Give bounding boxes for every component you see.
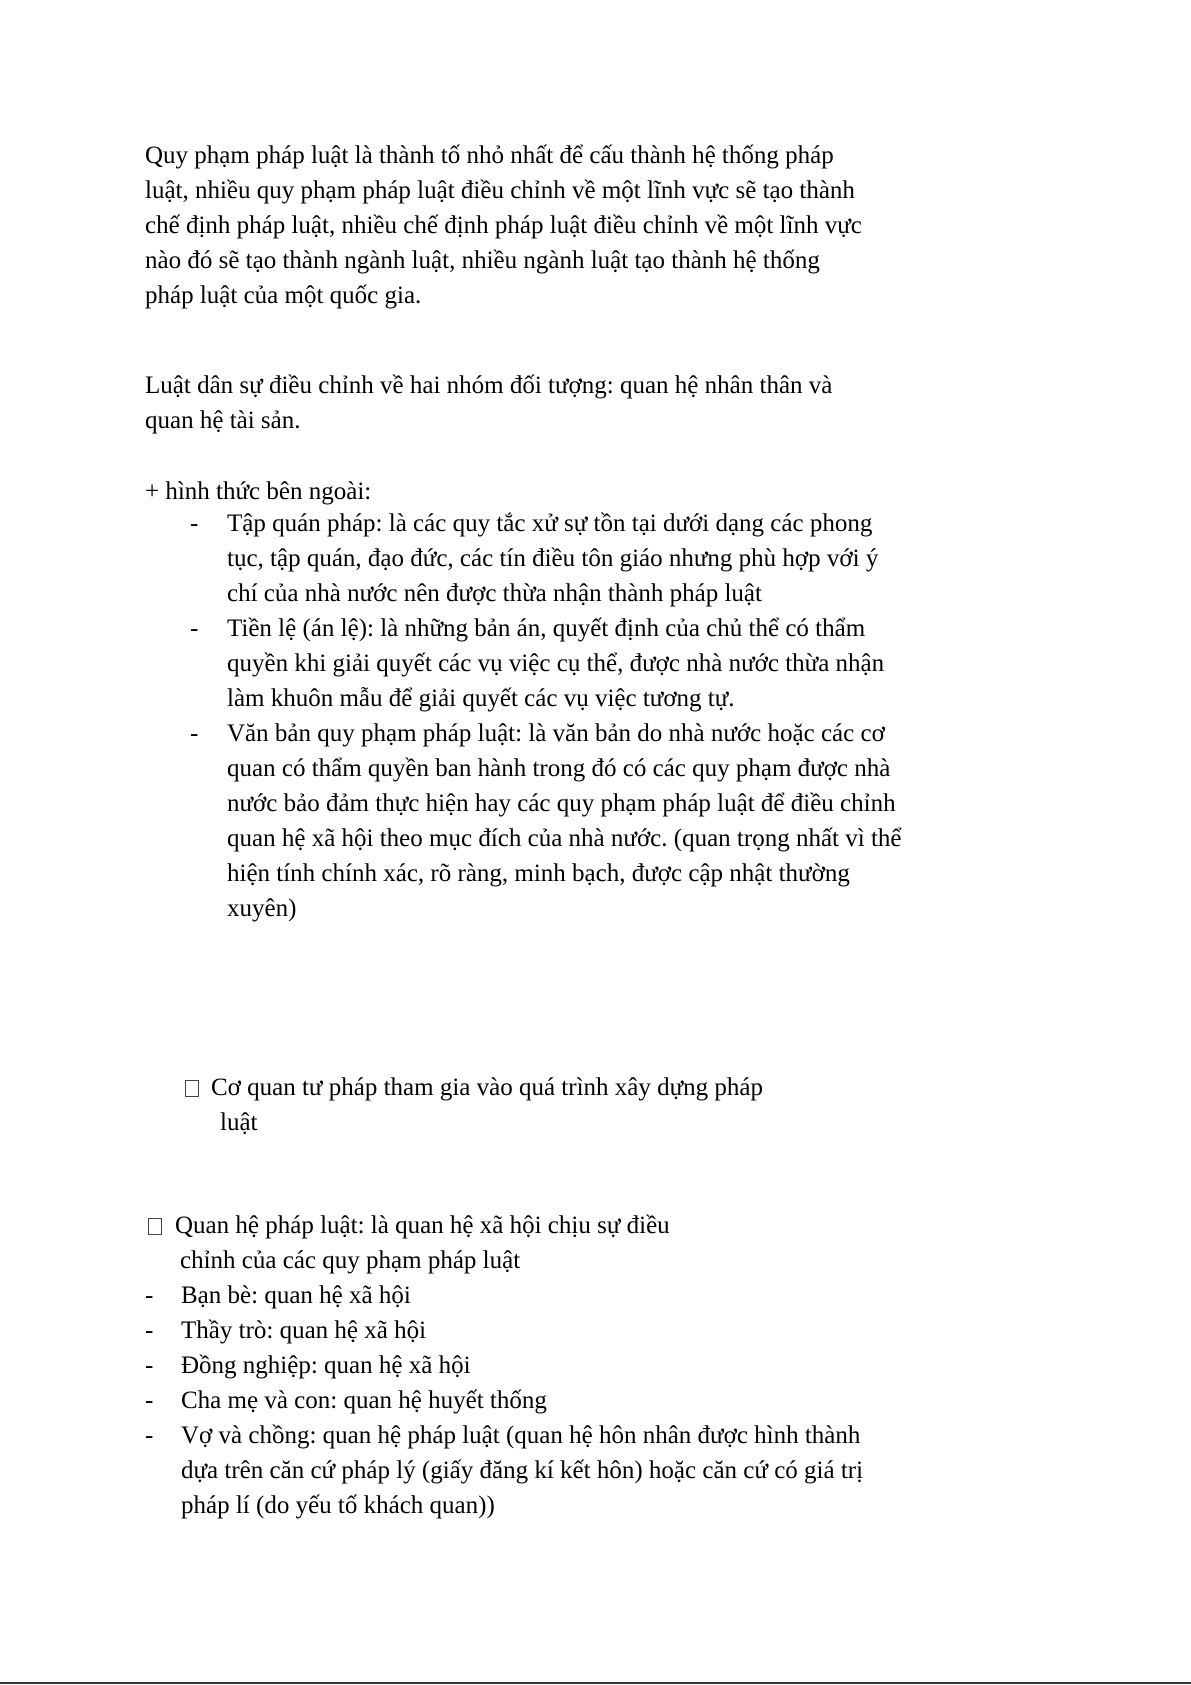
list-item: [190, 506, 910, 611]
missing-glyph-icon: [148, 1218, 162, 1235]
list-item-text: Cha mẹ và con: quan hệ huyết thống: [181, 1387, 547, 1414]
list-item-text: Đồng nghiệp: quan hệ xã hội: [181, 1352, 471, 1379]
dash-bullet: -: [145, 1352, 154, 1379]
list-item: [145, 1313, 865, 1348]
note-judicial-participation: [185, 1070, 845, 1140]
note-text-line: chỉnh của các quy phạm pháp luật: [180, 1247, 521, 1274]
list-item: [145, 1278, 865, 1313]
list-item: [190, 611, 910, 716]
paragraph-legal-norm: Quy phạm pháp luật là thành tố nhỏ nhất để cấu thành hệ thống pháp luật, nhiều quy phạm pháp luật điều chỉnh về một lĩnh vực sẽ tạo thành chế định pháp luật, nhiều chế định pháp luật điều chỉnh về một lĩnh vực nào đó sẽ tạo thành ngành luật, nhiều ngành luật tạo thành hệ thống pháp luật của một quốc gia.: [145, 142, 862, 309]
list-item-text: Vợ và chồng: quan hệ pháp luật (quan hệ hôn nhân được hình thành dựa trên căn cứ pháp lý (giấy đăng kí kết hôn) hoặc căn cứ có giá trị pháp lí (do yếu tố khách quan)): [181, 1422, 864, 1519]
dash-bullet: -: [190, 510, 199, 537]
list-item: [190, 716, 910, 926]
paragraph-civil-law: Luật dân sự điều chỉnh về hai nhóm đối tượng: quan hệ nhân thân và quan hệ tài sản.: [145, 372, 833, 434]
dash-bullet: -: [190, 615, 199, 642]
dash-bullet: -: [145, 1387, 154, 1414]
dash-bullet: -: [145, 1282, 154, 1309]
list-item-text: Thầy trò: quan hệ xã hội: [181, 1317, 427, 1344]
list-item: [145, 1348, 865, 1383]
list-item: [145, 1418, 865, 1523]
note-text-line: Cơ quan tư pháp tham gia vào quá trình xây dựng pháp: [211, 1074, 764, 1101]
dash-bullet: -: [145, 1422, 154, 1449]
list-item-text: Bạn bè: quan hệ xã hội: [181, 1282, 411, 1309]
list-item: [145, 1383, 865, 1418]
note-text-line: luật: [220, 1109, 258, 1136]
note-text-line: Quan hệ pháp luật: là quan hệ xã hội chịu sự điều: [175, 1212, 670, 1239]
paragraph-external-forms: + hình thức bên ngoài:: [145, 478, 372, 505]
forms-list: [190, 506, 910, 926]
list-item-text: Văn bản quy phạm pháp luật: là văn bản do nhà nước hoặc các cơ quan có thẩm quyền ban hành trong đó có các quy phạm được nhà nước bảo đảm thực hiện hay các quy phạm pháp luật để điều chỉnh quan hệ xã hội theo mục đích của nhà nước. (quan trọng nhất vì thể hiện tính chính xác, rõ ràng, minh bạch, được cập nhật thường xuyên): [227, 720, 902, 922]
dash-bullet: -: [145, 1317, 154, 1344]
relations-list: [145, 1278, 865, 1523]
list-item-text: Tiền lệ (án lệ): là những bản án, quyết định của chủ thể có thẩm quyền khi giải quyết các vụ việc cụ thể, được nhà nước thừa nhận làm khuôn mẫu để giải quyết các vụ việc tương tự.: [227, 615, 885, 712]
dash-bullet: -: [190, 720, 199, 747]
page-bottom-divider: [0, 1682, 1191, 1684]
note-legal-relation: [148, 1208, 768, 1278]
missing-glyph-icon: [185, 1080, 199, 1097]
list-item-text: Tập quán pháp: là các quy tắc xử sự tồn tại dưới dạng các phong tục, tập quán, đạo đức, các tín điều tôn giáo nhưng phù hợp với ý chí của nhà nước nên được thừa nhận thành pháp luật: [227, 510, 879, 607]
